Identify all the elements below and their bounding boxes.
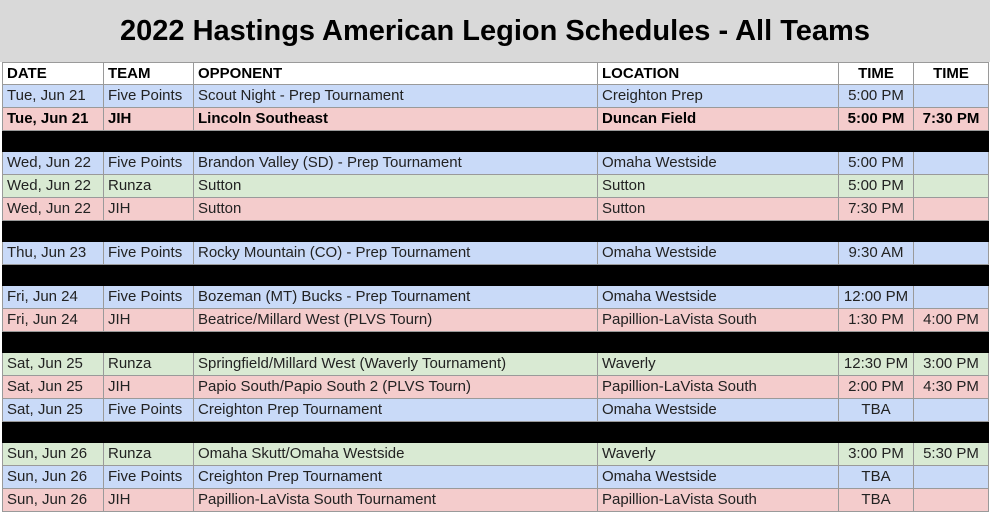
time-2-cell: 7:30 PM — [914, 108, 989, 131]
team-cell: Five Points — [104, 466, 194, 489]
location-cell: Creighton Prep — [598, 85, 839, 108]
table-row — [3, 309, 989, 332]
date-cell: Thu, Jun 23 — [3, 242, 104, 265]
date-separator-row — [3, 422, 989, 443]
time-cell: 1:30 PM — [839, 309, 914, 332]
team-cell: JIH — [104, 198, 194, 221]
location-cell: Papillion-LaVista South — [598, 376, 839, 399]
date-separator-row — [3, 265, 989, 286]
time-2-cell — [914, 466, 989, 489]
time-cell: TBA — [839, 489, 914, 512]
table-row — [3, 85, 989, 108]
separator-cell — [3, 265, 989, 286]
date-separator-row — [3, 332, 989, 353]
date-separator-row — [3, 131, 989, 152]
time-cell: 5:00 PM — [839, 85, 914, 108]
time-cell: TBA — [839, 399, 914, 422]
location-cell: Sutton — [598, 175, 839, 198]
page-title: 2022 Hastings American Legion Schedules - All Teams — [0, 0, 990, 62]
opponent-cell: Sutton — [194, 198, 598, 221]
date-cell: Sat, Jun 25 — [3, 376, 104, 399]
header-time: TIME — [839, 63, 914, 85]
location-cell: Sutton — [598, 198, 839, 221]
time-cell: 12:30 PM — [839, 353, 914, 376]
time-2-cell — [914, 85, 989, 108]
table-row — [3, 376, 989, 399]
date-cell: Fri, Jun 24 — [3, 286, 104, 309]
header-team: TEAM — [104, 63, 194, 85]
team-cell: Five Points — [104, 286, 194, 309]
table-row — [3, 489, 989, 512]
table-row — [3, 353, 989, 376]
time-cell: 9:30 AM — [839, 242, 914, 265]
location-cell: Omaha Westside — [598, 399, 839, 422]
opponent-cell: Bozeman (MT) Bucks - Prep Tournament — [194, 286, 598, 309]
time-2-cell: 3:00 PM — [914, 353, 989, 376]
date-separator-row — [3, 221, 989, 242]
header-location: LOCATION — [598, 63, 839, 85]
opponent-cell: Papio South/Papio South 2 (PLVS Tourn) — [194, 376, 598, 399]
date-cell: Wed, Jun 22 — [3, 152, 104, 175]
time-cell: 3:00 PM — [839, 443, 914, 466]
location-cell: Duncan Field — [598, 108, 839, 131]
team-cell: Five Points — [104, 399, 194, 422]
time-2-cell — [914, 198, 989, 221]
time-2-cell — [914, 152, 989, 175]
separator-cell — [3, 422, 989, 443]
table-row — [3, 198, 989, 221]
team-cell: Five Points — [104, 152, 194, 175]
time-cell: 5:00 PM — [839, 108, 914, 131]
opponent-cell: Rocky Mountain (CO) - Prep Tournament — [194, 242, 598, 265]
date-cell: Sun, Jun 26 — [3, 443, 104, 466]
opponent-cell: Lincoln Southeast — [194, 108, 598, 131]
table-row — [3, 108, 989, 131]
opponent-cell: Omaha Skutt/Omaha Westside — [194, 443, 598, 466]
location-cell: Omaha Westside — [598, 466, 839, 489]
time-cell: 2:00 PM — [839, 376, 914, 399]
date-cell: Fri, Jun 24 — [3, 309, 104, 332]
time-2-cell: 4:30 PM — [914, 376, 989, 399]
team-cell: Five Points — [104, 85, 194, 108]
separator-cell — [3, 221, 989, 242]
opponent-cell: Sutton — [194, 175, 598, 198]
opponent-cell: Springfield/Millard West (Waverly Tournament) — [194, 353, 598, 376]
time-cell: 7:30 PM — [839, 198, 914, 221]
table-row — [3, 443, 989, 466]
opponent-cell: Creighton Prep Tournament — [194, 466, 598, 489]
team-cell: Runza — [104, 175, 194, 198]
opponent-cell: Scout Night - Prep Tournament — [194, 85, 598, 108]
separator-cell — [3, 332, 989, 353]
location-cell: Waverly — [598, 443, 839, 466]
time-2-cell: 5:30 PM — [914, 443, 989, 466]
time-cell: 5:00 PM — [839, 152, 914, 175]
schedule-table — [2, 62, 989, 512]
location-cell: Waverly — [598, 353, 839, 376]
time-2-cell — [914, 286, 989, 309]
time-cell: 12:00 PM — [839, 286, 914, 309]
time-2-cell — [914, 175, 989, 198]
date-cell: Tue, Jun 21 — [3, 108, 104, 131]
time-cell: 5:00 PM — [839, 175, 914, 198]
table-row — [3, 242, 989, 265]
separator-cell — [3, 131, 989, 152]
team-cell: JIH — [104, 376, 194, 399]
date-cell: Tue, Jun 21 — [3, 85, 104, 108]
team-cell: JIH — [104, 489, 194, 512]
team-cell: JIH — [104, 108, 194, 131]
header-time-2: TIME — [914, 63, 989, 85]
time-2-cell — [914, 399, 989, 422]
time-2-cell — [914, 489, 989, 512]
date-cell: Wed, Jun 22 — [3, 175, 104, 198]
opponent-cell: Brandon Valley (SD) - Prep Tournament — [194, 152, 598, 175]
time-cell: TBA — [839, 466, 914, 489]
location-cell: Omaha Westside — [598, 286, 839, 309]
table-row — [3, 286, 989, 309]
table-row — [3, 152, 989, 175]
team-cell: Runza — [104, 353, 194, 376]
location-cell: Papillion-LaVista South — [598, 309, 839, 332]
location-cell: Papillion-LaVista South — [598, 489, 839, 512]
time-2-cell — [914, 242, 989, 265]
opponent-cell: Papillion-LaVista South Tournament — [194, 489, 598, 512]
table-row — [3, 466, 989, 489]
table-row — [3, 399, 989, 422]
date-cell: Wed, Jun 22 — [3, 198, 104, 221]
date-cell: Sun, Jun 26 — [3, 466, 104, 489]
date-cell: Sat, Jun 25 — [3, 399, 104, 422]
location-cell: Omaha Westside — [598, 152, 839, 175]
date-cell: Sat, Jun 25 — [3, 353, 104, 376]
team-cell: Runza — [104, 443, 194, 466]
header-opponent: OPPONENT — [194, 63, 598, 85]
team-cell: Five Points — [104, 242, 194, 265]
opponent-cell: Beatrice/Millard West (PLVS Tourn) — [194, 309, 598, 332]
location-cell: Omaha Westside — [598, 242, 839, 265]
team-cell: JIH — [104, 309, 194, 332]
header-row — [3, 63, 989, 85]
header-date: DATE — [3, 63, 104, 85]
table-row — [3, 175, 989, 198]
opponent-cell: Creighton Prep Tournament — [194, 399, 598, 422]
time-2-cell: 4:00 PM — [914, 309, 989, 332]
date-cell: Sun, Jun 26 — [3, 489, 104, 512]
